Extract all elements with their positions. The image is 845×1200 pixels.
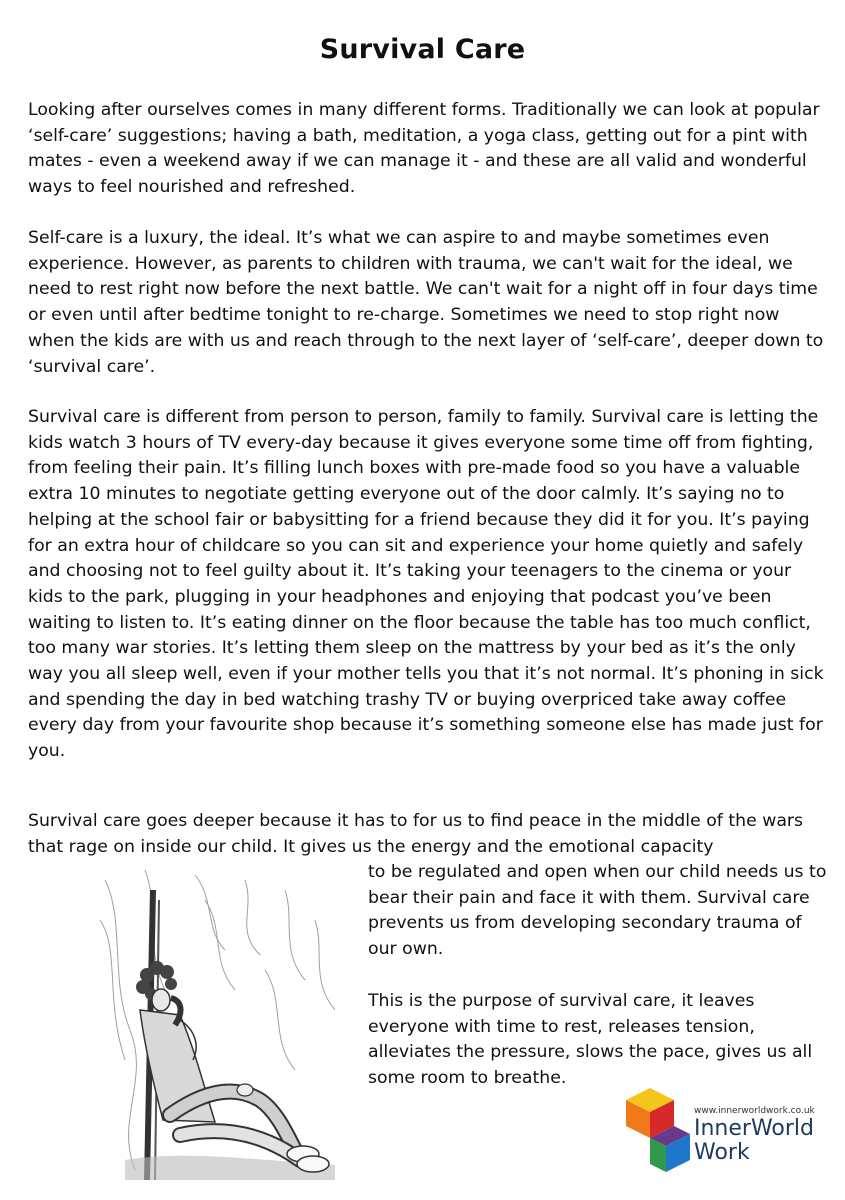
paragraph-self-care: Self-care is a luxury, the ideal. It’s what we can aspire to and maybe sometimes even experience. However, as parents to children with trauma, we can't wait for the ideal, we need to rest right now before the next battle. We can't wait for a night off in four days time or even until after bedtime tonight to re-charge. Sometimes we need to stop right now when the kids are with us and reach through to the next layer of ‘self-care’, deeper down to ‘survival care’.: [28, 228, 824, 377]
paragraph-survival-examples: Survival care is different from person to person, family to family. Survival care is letting the kids watch 3 hours of TV every-day because it gives everyone some time off from fighting, from feeling their pain. It’s filling lunch boxes with pre-made food so you have a valuable extra 10 minutes to negotiate getting everyone out of the door calmly. It’s saying no to helping at the school fair or babysitting for a friend because they did it for you. It’s paying for an extra hour of childcare so you can sit and experience your home quietly and safely and choosing not to feel guilty about it. It’s taking your teenagers to the cinema or your kids to the park, plugging in your headphones and enjoying that podcast you’ve been waiting to listen to. It’s eating dinner on the floor because the table has too much conflict, too many war stories. It’s letting them sleep on the mattress by your bed as it’s the only way you all sleep well, even if your mother tells you that it’s not normal. It’s phoning in sick and spending the day in bed watching trashy TV or buying overpriced take away coffee every day from your favourite shop because it’s something someone else has made just for you.: [28, 407, 824, 762]
paragraph-deeper-continued: to be regulated and open when our child needs us to bear their pain and face it with them. Survival care prevents us from developing secondary trauma of our own.: [368, 862, 827, 960]
paragraph-deeper-start: Survival care goes deeper because it has to for us to find peace in the middle of the wars that rage on inside our child. It gives us the energy and the emotional capacity: [28, 811, 804, 857]
paragraph-intro: Looking after ourselves comes in many different forms. Traditionally we can look at popular ‘self-care’ suggestions; having a bath, meditation, a yoga class, getting out for a pint with mates - even a weekend away if we can manage it - and these are all valid and wonderful ways to feel nourished and refreshed.: [28, 100, 820, 198]
paragraph-purpose: This is the purpose of survival care, it leaves everyone with time to rest, releases tension, alleviates the pressure, slows the pace, gives us all some room to breathe.: [368, 991, 813, 1089]
logo-name-line2: Work: [694, 1140, 750, 1165]
logo-url: www.innerworldwork.co.uk: [694, 1106, 815, 1116]
logo-name: [694, 1117, 814, 1165]
person-sitting-sketch-icon: [85, 860, 360, 1190]
logo-name-line1: InnerWorld: [694, 1116, 815, 1141]
page-title: Survival Care: [319, 34, 526, 65]
